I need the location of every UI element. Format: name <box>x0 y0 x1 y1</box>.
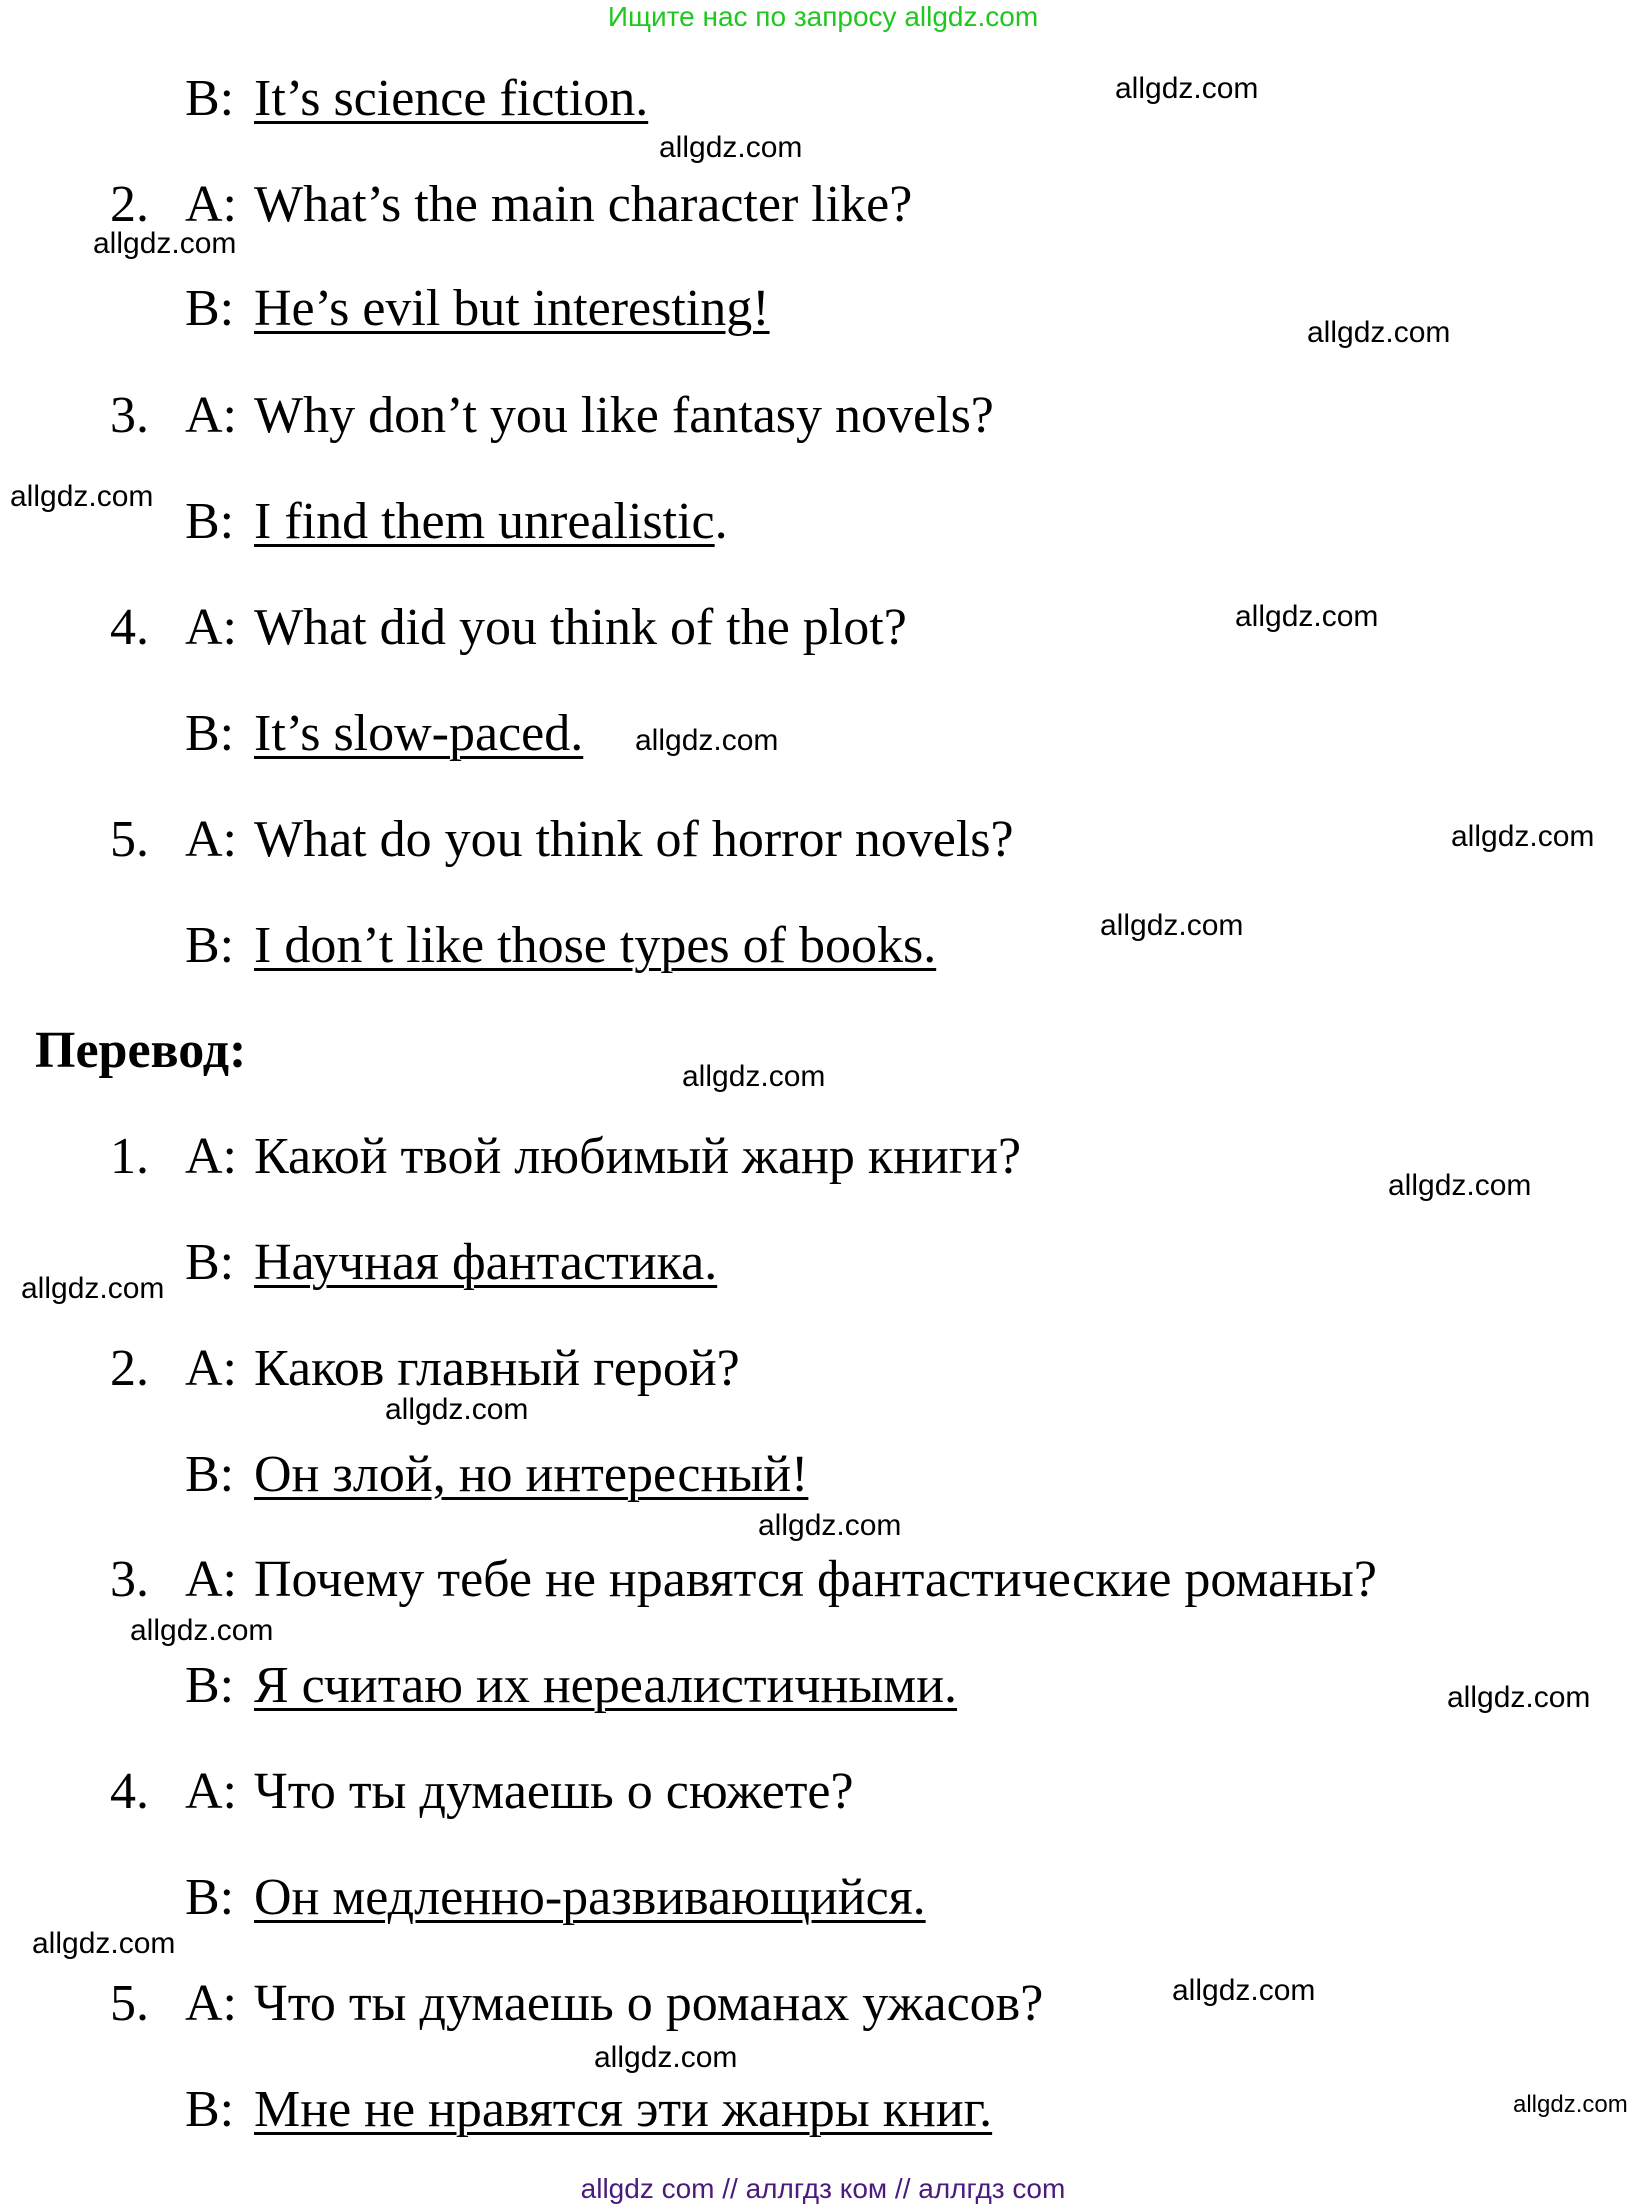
speaker-b-label: B: <box>185 280 235 337</box>
translation-heading: Перевод: <box>35 1022 247 1079</box>
underlined-answer: I don’t like those types of books. <box>254 917 937 974</box>
watermark-text: allgdz.com <box>1451 820 1595 853</box>
answer-text <box>254 1233 717 1293</box>
translation-question-number: 4. <box>110 1763 149 1820</box>
speaker-b-label: B: <box>185 1446 235 1503</box>
underlined-answer: Я считаю их нереалистичными. <box>254 1657 958 1714</box>
speaker-b-label: B: <box>185 705 235 762</box>
watermark-text: allgdz.com <box>32 1927 176 1960</box>
question-text: Каков главный герой? <box>254 1340 740 1397</box>
answer-punctuation: . <box>714 493 728 550</box>
watermark-text: allgdz.com <box>385 1393 529 1426</box>
question-text: Что ты думаешь о сюжете? <box>254 1763 854 1820</box>
speaker-b-label: B: <box>185 493 235 550</box>
question-text: What did you think of the plot? <box>254 599 907 656</box>
question-text: Why don’t you like fantasy novels? <box>254 387 994 444</box>
answer-text <box>254 492 728 552</box>
question-text: Что ты думаешь о романах ужасов? <box>254 1975 1044 2032</box>
answer-text <box>254 279 770 339</box>
watermark-text: allgdz.com <box>21 1272 165 1305</box>
question-text: What’s the main character like? <box>254 176 913 233</box>
header-banner: Ищите нас по запросу allgdz.com <box>607 1 1039 32</box>
watermark-text: allgdz.com <box>1235 600 1379 633</box>
speaker-a-label: A: <box>185 1128 237 1185</box>
watermark-text: allgdz.com <box>1388 1169 1532 1202</box>
speaker-a-label: A: <box>185 1551 237 1608</box>
speaker-a-label: A: <box>185 599 237 656</box>
answer-text <box>254 2080 992 2140</box>
footer-banner: allgdz com // аллгдз ком // аллгдз com <box>580 2173 1066 2204</box>
watermark-text: allgdz.com <box>1172 1974 1316 2007</box>
underlined-answer: Научная фантастика. <box>254 1234 718 1291</box>
watermark-text: allgdz.com <box>1115 72 1259 105</box>
speaker-a-label: A: <box>185 176 237 233</box>
speaker-a-label: A: <box>185 1763 237 1820</box>
watermark-text: allgdz.com <box>682 1060 826 1093</box>
watermark-text: allgdz.com <box>659 131 803 164</box>
watermark-text: allgdz.com <box>1447 1681 1591 1714</box>
underlined-answer: It’s science fiction. <box>254 70 649 127</box>
watermark-text: allgdz.com <box>1513 2091 1628 2118</box>
watermark-text: allgdz.com <box>1307 316 1451 349</box>
speaker-b-label: B: <box>185 1657 235 1714</box>
translation-question-number: 1. <box>110 1128 149 1185</box>
watermark-text: allgdz.com <box>594 2041 738 2074</box>
answer-text <box>254 1445 808 1505</box>
speaker-a-label: A: <box>185 1975 237 2032</box>
english-question-number: 3. <box>110 387 149 444</box>
underlined-answer: It’s slow-paced. <box>254 705 584 762</box>
question-text: Какой твой любимый жанр книги? <box>254 1128 1022 1185</box>
speaker-a-label: A: <box>185 1340 237 1397</box>
answer-text <box>254 916 936 976</box>
watermark-text: allgdz.com <box>758 1509 902 1542</box>
translation-question-number: 2. <box>110 1340 149 1397</box>
watermark-text: allgdz.com <box>130 1614 274 1647</box>
speaker-b-label: B: <box>185 917 235 974</box>
underlined-answer: Мне не нравятся эти жанры книг. <box>254 2081 993 2138</box>
answer-text <box>254 1868 926 1928</box>
english-question-number: 2. <box>110 176 149 233</box>
question-text: Почему тебе не нравятся фантастические романы? <box>254 1551 1377 1608</box>
speaker-a-label: A: <box>185 811 237 868</box>
underlined-answer: He’s evil but interesting! <box>254 280 770 337</box>
speaker-b-label: B: <box>185 70 235 127</box>
watermark-text: allgdz.com <box>10 480 154 513</box>
watermark-text: allgdz.com <box>93 227 237 260</box>
translation-question-number: 5. <box>110 1975 149 2032</box>
question-text: What do you think of horror novels? <box>254 811 1014 868</box>
speaker-b-label: B: <box>185 1869 235 1926</box>
translation-question-number: 3. <box>110 1551 149 1608</box>
speaker-b-label: B: <box>185 1234 235 1291</box>
answer-text <box>254 69 648 129</box>
answer-text <box>254 1656 957 1716</box>
english-question-number: 5. <box>110 811 149 868</box>
speaker-a-label: A: <box>185 387 237 444</box>
underlined-answer: I find them unrealistic <box>254 493 715 550</box>
speaker-b-label: B: <box>185 2081 235 2138</box>
watermark-text: allgdz.com <box>1100 909 1244 942</box>
watermark-text: allgdz.com <box>635 724 779 757</box>
answer-text <box>254 704 583 764</box>
underlined-answer: Он медленно-развивающийся. <box>254 1869 926 1926</box>
underlined-answer: Он злой, но интересный! <box>254 1446 809 1503</box>
english-question-number: 4. <box>110 599 149 656</box>
